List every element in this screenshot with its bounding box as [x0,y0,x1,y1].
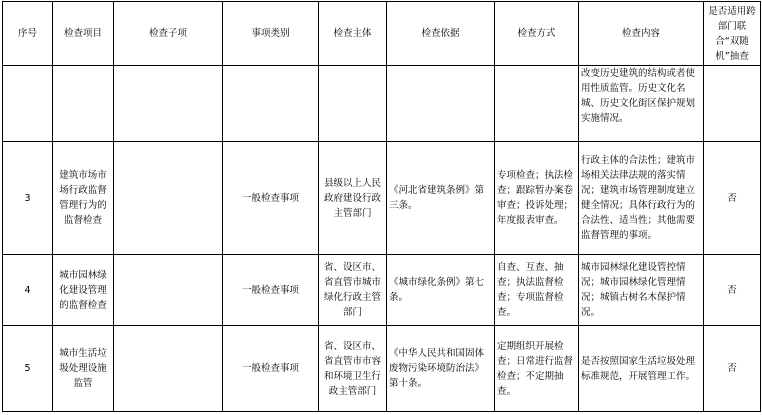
cell-sub [114,326,223,412]
cell-content: 改变历史建筑的结构或者使用性质监管。历史文化名城、历史文化街区保护规划实施情况。 [579,66,704,142]
cell-basis [387,66,495,142]
cell-subject: 省、设区市、省直管市城市绿化行政主管部门 [319,255,387,326]
cell-no: 4 [3,255,53,326]
cell-subject: 省、设区市、省直管市市容和环境卫生行政主管部门 [319,326,387,412]
header-cell-basis: 检查依据 [387,2,495,66]
cell-basis: 《河北省建筑条例》第三条。 [387,142,495,255]
cell-method [495,66,579,142]
cell-sub [114,255,223,326]
inspection-table [2,1,761,412]
table-row [3,255,761,326]
table-row [3,142,761,255]
cell-method: 自查、互查、抽查；执法监督检查；专项监督检查。 [495,255,579,326]
table-row [3,326,761,412]
header-cell-method: 检查方式 [495,2,579,66]
cell-no: 3 [3,142,53,255]
cell-content: 城市园林绿化建设管控情况；城市园林绿化管理情况；城镇古树名木保护情况。 [579,255,704,326]
cell-basis: 《中华人民共和国固体废物污染环境防治法》第十条。 [387,326,495,412]
header-row [3,2,761,66]
header-cell-no: 序号 [3,2,53,66]
header-cell-item: 检查项目 [53,2,114,66]
header-cell-category: 事项类别 [223,2,319,66]
cell-joint [704,66,761,142]
cell-content: 是否按照国家生活垃圾处理标准规范，开展管理工作。 [579,326,704,412]
cell-basis: 《城市绿化条例》第七条。 [387,255,495,326]
cell-item [53,66,114,142]
header-cell-content: 检查内容 [579,2,704,66]
header-cell-joint: 是否适用跨部门联合“双随机”抽查 [704,2,761,66]
header-cell-subject: 检查主体 [319,2,387,66]
cell-joint: 否 [704,326,761,412]
header-cell-sub: 检查子项 [114,2,223,66]
cell-method: 定期组织开展检查；日常进行监督检查；不定期抽查。 [495,326,579,412]
cell-content: 行政主体的合法性；建筑市场相关法律法规的落实情况；建筑市场管理制度建立健全情况；具体行政行为的合法性、适当性；其他需要监督管理的事项。 [579,142,704,255]
cell-subject [319,66,387,142]
cell-no: 5 [3,326,53,412]
cell-category: 一般检查事项 [223,255,319,326]
cell-joint: 否 [704,255,761,326]
cell-sub [114,142,223,255]
cell-category: 一般检查事项 [223,142,319,255]
cell-sub [114,66,223,142]
cell-category: 一般检查事项 [223,326,319,412]
cell-joint: 否 [704,142,761,255]
cell-category [223,66,319,142]
table-row [3,66,761,142]
cell-item: 城市园林绿化建设管理的监督检查 [53,255,114,326]
cell-method: 专项检查；执法检查；跟踪暂办案卷审查；投诉处理；年度报表审查。 [495,142,579,255]
cell-no [3,66,53,142]
cell-item: 城市生活垃圾处理设施监管 [53,326,114,412]
cell-subject: 县级以上人民政府建设行政主管部门 [319,142,387,255]
cell-item: 建筑市场市场行政监督管理行为的监督检查 [53,142,114,255]
